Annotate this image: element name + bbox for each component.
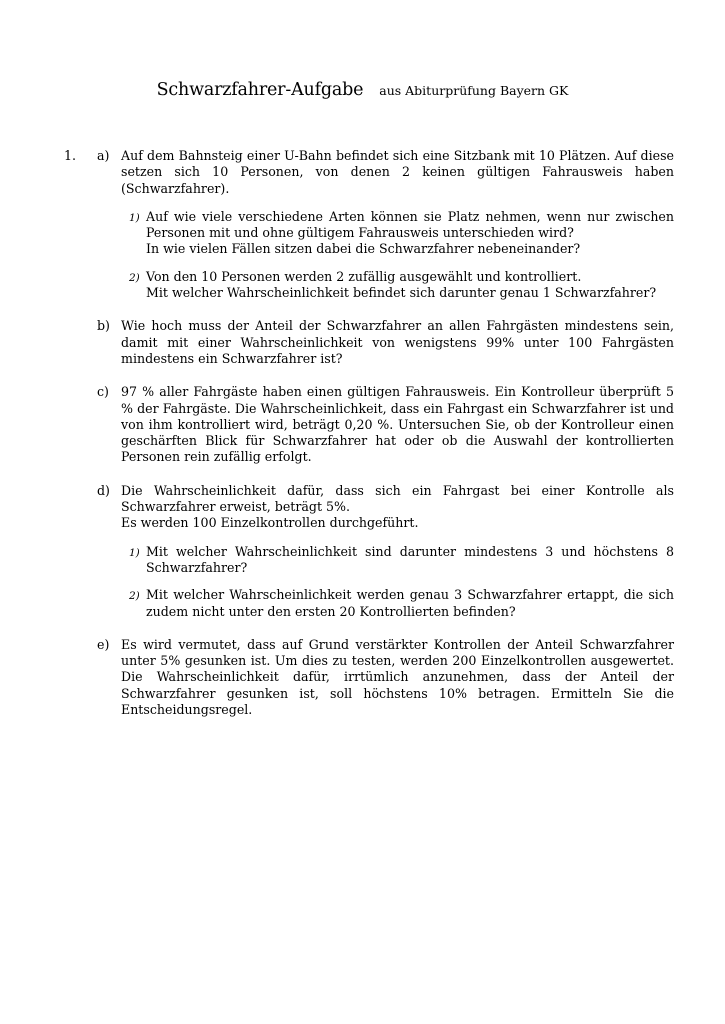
task-a-label: a) [97, 148, 110, 163]
task-d-intro: Die Wahrscheinlichkeit dafür, dass sich ein Fahrgast bei einer Kontrolle als Schwarzfahrer erweist, beträgt 5%. [121, 482, 674, 515]
page-title: Schwarzfahrer-Aufgabe [156, 80, 364, 100]
task-e-text: Es wird vermutet, dass auf Grund verstärkter Kontrollen der Anteil Schwarzfahrer unter 5% gesunken ist. Um dies zu testen, werden 200 Einzelkontrollen ausgewertet. Die Wahrscheinlichkeit dafür, irrtümlich anzunehmen, dass der Anteil der Schwarzfahrer gesunken ist, soll höchstens 10% betragen. Ermitteln Sie die Entscheidungsregel. [121, 636, 674, 718]
subtask-label: 1) [129, 211, 140, 224]
task-d-intro-2: Es werden 100 Einzelkontrollen durchgeführt. [121, 515, 419, 531]
page-header [0, 80, 725, 100]
task-d-subtask-1 [121, 544, 674, 577]
task-b-text: Wie hoch muss der Anteil der Schwarzfahrer an allen Fahrgästen mindestens sein, damit mit einer Wahrscheinlichkeit von wenigstens 99% unter 100 Fahrgästen mindestens ein Schwarzfahrer ist? [121, 318, 674, 366]
subtask-text: Mit welcher Wahrscheinlichkeit befindet sich darunter genau 1 Schwarzfahrer? [146, 285, 657, 301]
problem-number: 1. [64, 148, 77, 163]
task-b [0, 318, 725, 367]
subtask-text: In wie vielen Fällen sitzen dabei die Schwarzfahrer nebeneinander? [146, 241, 581, 257]
subtask-text: Mit welcher Wahrscheinlichkeit sind darunter mindestens 3 und höchstens 8 Schwarzfahrer? [146, 543, 674, 575]
task-a-subtask-2 [121, 269, 674, 302]
subtask-label: 2) [129, 590, 140, 603]
task-c-text: 97 % aller Fahrgäste haben einen gültigen Fahrausweis. Ein Kontrolleur überprüft 5 % der Fahrgäste. Die Wahrscheinlichkeit, dass ein Fahrgast ein Schwarzfahrer ist und von ihm kontrolliert wird, beträgt 0,20 %. Untersuchen Sie, ob der Kontrolleur einen geschärften Blick für Schwarzfahrer hat oder ob die Auswahl der kontrollierten Personen rein zufällig erfolgt. [121, 384, 674, 465]
task-a-intro: Auf dem Bahnsteig einer U-Bahn befindet sich eine Sitzbank mit 10 Plätzen. Auf diese setzen sich 10 Personen, von denen 2 keinen gültigen Fahrausweis haben (Schwarzfahrer). [121, 148, 674, 196]
task-d-subtasks [121, 544, 674, 620]
task-e [0, 637, 725, 718]
source-note: aus Abiturprüfung Bayern GK [379, 83, 569, 98]
task-c-label: c) [97, 384, 109, 400]
task-a [0, 148, 725, 301]
task-b-label: b) [97, 318, 110, 334]
subtask-label: 1) [129, 546, 140, 559]
subtask-label: 2) [129, 271, 140, 284]
task-d-label: d) [97, 482, 110, 498]
subtask-text: Mit welcher Wahrscheinlichkeit werden genau 3 Schwarzfahrer ertappt, die sich zudem nicht unter den ersten 20 Kontrollierten befinden? [146, 587, 674, 619]
problem-list [0, 148, 725, 735]
subtask-text: Von den 10 Personen werden 2 zufällig ausgewählt und kontrolliert. [146, 268, 582, 284]
task-d-subtask-2 [121, 587, 674, 620]
task-d [0, 483, 725, 620]
subtask-text: Auf wie viele verschiedene Arten können sie Platz nehmen, wenn nur zwischen Personen mit und ohne gültigem Fahrausweis unterschieden wird? [146, 208, 674, 241]
task-e-label: e) [97, 636, 110, 652]
task-a-subtasks [121, 209, 674, 301]
task-c [0, 384, 725, 465]
task-a-subtask-1 [121, 209, 674, 258]
